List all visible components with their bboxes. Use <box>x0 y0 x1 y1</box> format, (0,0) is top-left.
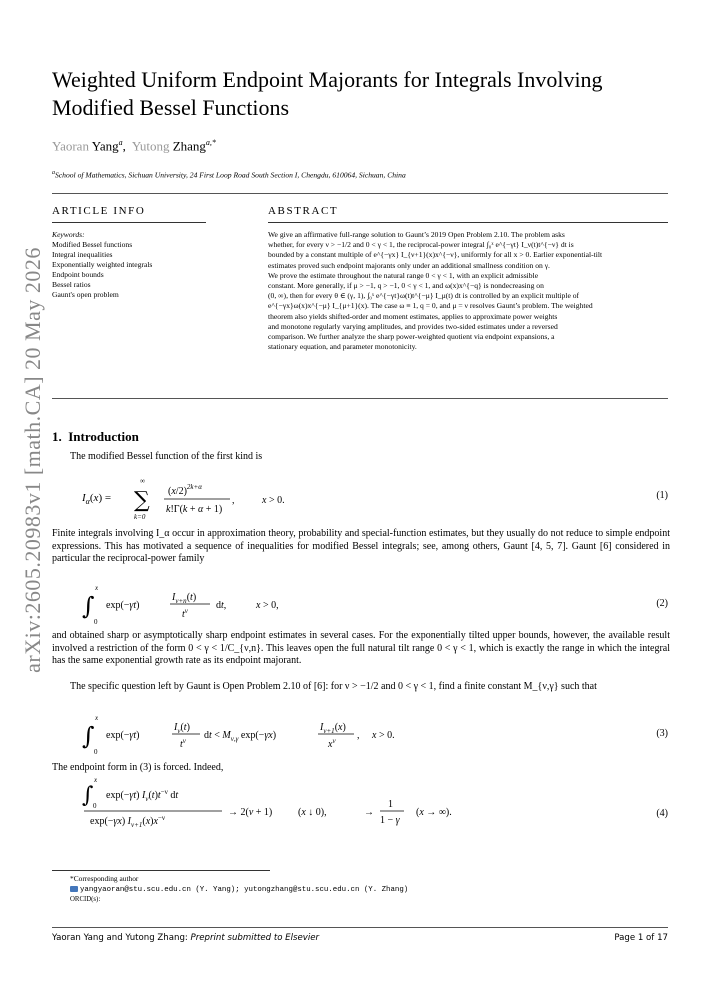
section-title: Introduction <box>68 429 139 444</box>
abstract-line: We give an affirmative full-range solution to Gaunt’s 2019 Open Problem 2.10. The problem asks <box>268 230 565 239</box>
svg-text:1 − γ: 1 − γ <box>380 815 400 826</box>
email-line <box>70 884 408 895</box>
abstract-line: whether, for every ν > −1/2 and 0 < γ < 1, the reciprocal-power integral ∫₀ˣ e^{−γt} I_ν(t)t^{−ν} dt is <box>268 240 574 250</box>
keyword-item: Exponentially weighted integrals <box>52 260 153 269</box>
svg-text:(x/2)2k+α: $(x/2)^{2k+\alpha}$ <box>168 483 202 497</box>
svg-text:dt < Mν,γ exp(−γx): dt < $M_{\nu,\gamma}$ exp(−γx) <box>204 730 277 743</box>
equation-4 <box>82 778 502 830</box>
svg-text:(x ↓ 0),: (x ↓ 0), <box>298 807 327 818</box>
footer-journal: Preprint submitted to Elsevier <box>190 933 320 943</box>
keyword-item: Bessel ratios <box>52 280 91 289</box>
equation-2-number: (2) <box>656 598 668 609</box>
section-heading <box>52 429 139 445</box>
author-2-last: Zhang <box>172 138 206 154</box>
svg-text:k!Γ(k + α + 1): k!Γ(k + α + 1) <box>166 504 223 515</box>
affiliation-text: School of Mathematics, Sichuan University, 24 First Loop Road South Section I, Chengdu, 610064, Sichuan, China <box>55 170 406 180</box>
svg-text:x > 0.: x > 0. <box>262 495 285 506</box>
svg-text:∫: ∫ <box>82 783 94 808</box>
svg-text:xν: $x^\nu$ <box>328 737 336 750</box>
equation-2 <box>82 582 382 626</box>
intro-paragraph-3: and obtained sharp or asymptotically sharp endpoint estimates in several cases. For the exponentially tilted upper bounds, however, the available result involved a restriction of the form 0 < γ < 1/C_{ν,n}. This leaves open the full natural tilt range 0 < γ < 1, which is exactly the range in which the integral has the same exponential growth rate as its endpoint majorant. <box>52 630 670 667</box>
svg-text:→: → <box>364 807 374 818</box>
svg-text:exp(−γx) Iν+1(x)x−ν: exp(−γx) $I_{\nu+1}(x)x^{-\nu}$ <box>90 814 166 829</box>
svg-text:Iν+1(x): $I_{\nu+1}(x)$ <box>320 722 346 735</box>
svg-text:0: 0 <box>94 618 98 626</box>
intro-paragraph-1: The modified Bessel function of the first kind is <box>70 451 263 462</box>
abstract-line: e^{−γx}ω(x)x^{−μ} I_{μ+1}(x). The case ω ≡ 1, q = 0, and μ = ν resolves Gaunt’s problem. The weighted <box>268 301 593 311</box>
affiliation-sup: a <box>52 170 55 176</box>
author-1-first: Yaoran <box>52 138 89 154</box>
equation-4-graphic <box>82 778 502 830</box>
equation-1-graphic <box>82 474 402 522</box>
author-2-sup: a,* <box>205 138 216 147</box>
author-line: Yaoran Yang$^a$, Yutong Zhang$^{a,*}$ <box>52 138 216 154</box>
svg-text:exp(−γt): exp(−γt) <box>106 730 140 741</box>
svg-text:(x → ∞).: (x → ∞). <box>416 807 452 818</box>
equation-3-number: (3) <box>656 728 668 739</box>
author-1-last: Yang <box>91 138 119 154</box>
svg-text:∫: ∫ <box>82 592 95 620</box>
keyword-item: Gaunt's open problem <box>52 290 119 299</box>
top-divider <box>52 193 668 194</box>
arxiv-stamp <box>18 220 48 700</box>
section-number: 1. <box>52 429 62 444</box>
keyword-item: Modified Bessel functions <box>52 240 133 249</box>
abstract-line: comparison. We further analyze the sharp power-weighted quotient via endpoint expansions, a <box>268 332 555 342</box>
abstract-line: stationary equation, and parameter monotonicity. <box>268 342 417 352</box>
svg-text:,: , <box>357 730 360 741</box>
equation-2-graphic <box>82 582 382 626</box>
abstract-line: estimates proved such endpoint majorants only under an additional smallness condition on γ. <box>268 260 550 270</box>
footnote-block <box>70 874 408 905</box>
abstract-bottom-divider <box>52 398 668 399</box>
equation-3-graphic <box>82 712 422 756</box>
paper-title: Weighted Uniform Endpoint Majorants for Integrals Involving Modified Bessel Functions <box>52 67 603 120</box>
svg-text:x: x <box>95 584 99 592</box>
svg-text:x: x <box>94 778 98 784</box>
equation-1 <box>82 474 402 522</box>
arxiv-id: arXiv:2605.20983v1 [math.CA] 20 May 2026 <box>20 247 45 673</box>
keywords-block <box>52 230 212 300</box>
intro-paragraph-4: The specific question left by Gaunt is Open Problem 2.10 of [6]: for ν > −1/2 and 0 < γ < 1, find a finite constant M_{ν,γ} such that <box>70 681 597 692</box>
svg-text:exp(−γt): exp(−γt) <box>106 600 140 611</box>
footer-divider <box>52 927 668 928</box>
abstract-heading: ABSTRACT <box>268 205 339 217</box>
keywords-label: Keywords: <box>52 230 85 239</box>
svg-text:∫: ∫ <box>82 722 95 750</box>
keyword-item: Integral inequalities <box>52 250 113 259</box>
orcid-label: ORCID(s): <box>70 896 101 903</box>
svg-text:x > 0,: x > 0, <box>256 600 279 611</box>
svg-text:Iν(t): $I_\nu(t)$ <box>174 722 190 735</box>
email-addresses[interactable]: yangyaoran@stu.scu.edu.cn (Y. Yang); yutongzhang@stu.scu.edu.cn (Y. Zhang) <box>80 886 409 894</box>
abstract-line: (0, ∞), then for every θ ∈ (γ, 1), ∫₀ˣ e^{−γt}ω(t)t^{−μ} I_μ(t) dt is controlled by an explicit multiple of <box>268 291 580 301</box>
page-number: Page 1 of 17 <box>614 933 668 943</box>
svg-text:exp(−γt) Iν(t)t−ν dt: exp(−γt) $I_\nu(t)t^{-\nu}$ dt <box>106 788 179 803</box>
abstract-line: and monotone regularly varying amplitudes, and provides two-sided estimates under a reversed <box>268 321 558 331</box>
footer-left <box>52 933 319 943</box>
footer-authors: Yaoran Yang and Yutong Zhang: <box>52 933 188 943</box>
intro-paragraph-5: The endpoint form in (3) is forced. Indeed, <box>52 762 224 773</box>
svg-text:0: 0 <box>94 748 98 756</box>
article-info-heading: ARTICLE INFO <box>52 205 146 217</box>
svg-text:tν: $t^\nu$ <box>182 607 188 620</box>
abstract-line: constant. More generally, if μ > −1, q > −1, 0 < γ < 1, and ω(x)x^{−q} is nondecreasing on <box>268 281 544 291</box>
svg-text:x > 0.: x > 0. <box>372 730 395 741</box>
abstract-line: We prove the estimate throughout the natural range 0 < γ < 1, with an explicit admissible <box>268 270 539 280</box>
equation-1-number: (1) <box>656 490 668 501</box>
keyword-item: Endpoint bounds <box>52 270 104 279</box>
svg-text:k=0: k=0 <box>134 513 146 521</box>
svg-text:∑: ∑ <box>134 488 150 513</box>
svg-text:0: 0 <box>93 802 97 810</box>
article-info-rule <box>52 222 206 223</box>
abstract-body <box>268 230 670 352</box>
svg-text:Iα(x) =: $I_\alpha(x)$ = <box>82 492 112 506</box>
svg-text:→ 2(ν + 1): → 2(ν + 1) <box>228 807 273 818</box>
svg-text:,: , <box>232 495 235 506</box>
intro-paragraph-2: Finite integrals involving I_α occur in approximation theory, probability and special-function estimates, but they usually do not reduce to simple endpoint expressions. This has motivated a sequence of inequalities for modified Bessel integrals; see, among others, Gaunt [4, 5, 7]. Gaunt [6] considered in particular the reciprocal-power family <box>52 528 670 565</box>
svg-text:x: x <box>95 714 99 722</box>
equation-3 <box>82 712 422 756</box>
email-icon <box>70 886 78 892</box>
svg-text:1: 1 <box>388 799 393 810</box>
affiliation <box>52 170 406 180</box>
svg-text:∞: ∞ <box>140 477 145 485</box>
equation-4-number: (4) <box>656 808 668 819</box>
corresponding-author: *Corresponding author <box>70 874 139 883</box>
svg-text:tν: $t^\nu$ <box>180 737 186 750</box>
abstract-rule <box>268 222 668 223</box>
abstract-line: bounded by a constant multiple of e^{−γx} I_{ν+1}(x)x^{−ν}, uniformly for all x > 0. Earlier exponential-tilt <box>268 250 603 260</box>
footnote-rule <box>52 870 270 871</box>
author-2-first: Yutong <box>131 138 170 154</box>
abstract-line: theorem also yields shifted-order and moment estimates, applies to approximate power weights <box>268 311 558 321</box>
author-1-sup: a <box>118 138 123 147</box>
svg-text:Iν+n(t): $I_{\nu+n}(t)$ <box>172 592 197 605</box>
svg-text:dt,: dt, <box>216 600 227 611</box>
